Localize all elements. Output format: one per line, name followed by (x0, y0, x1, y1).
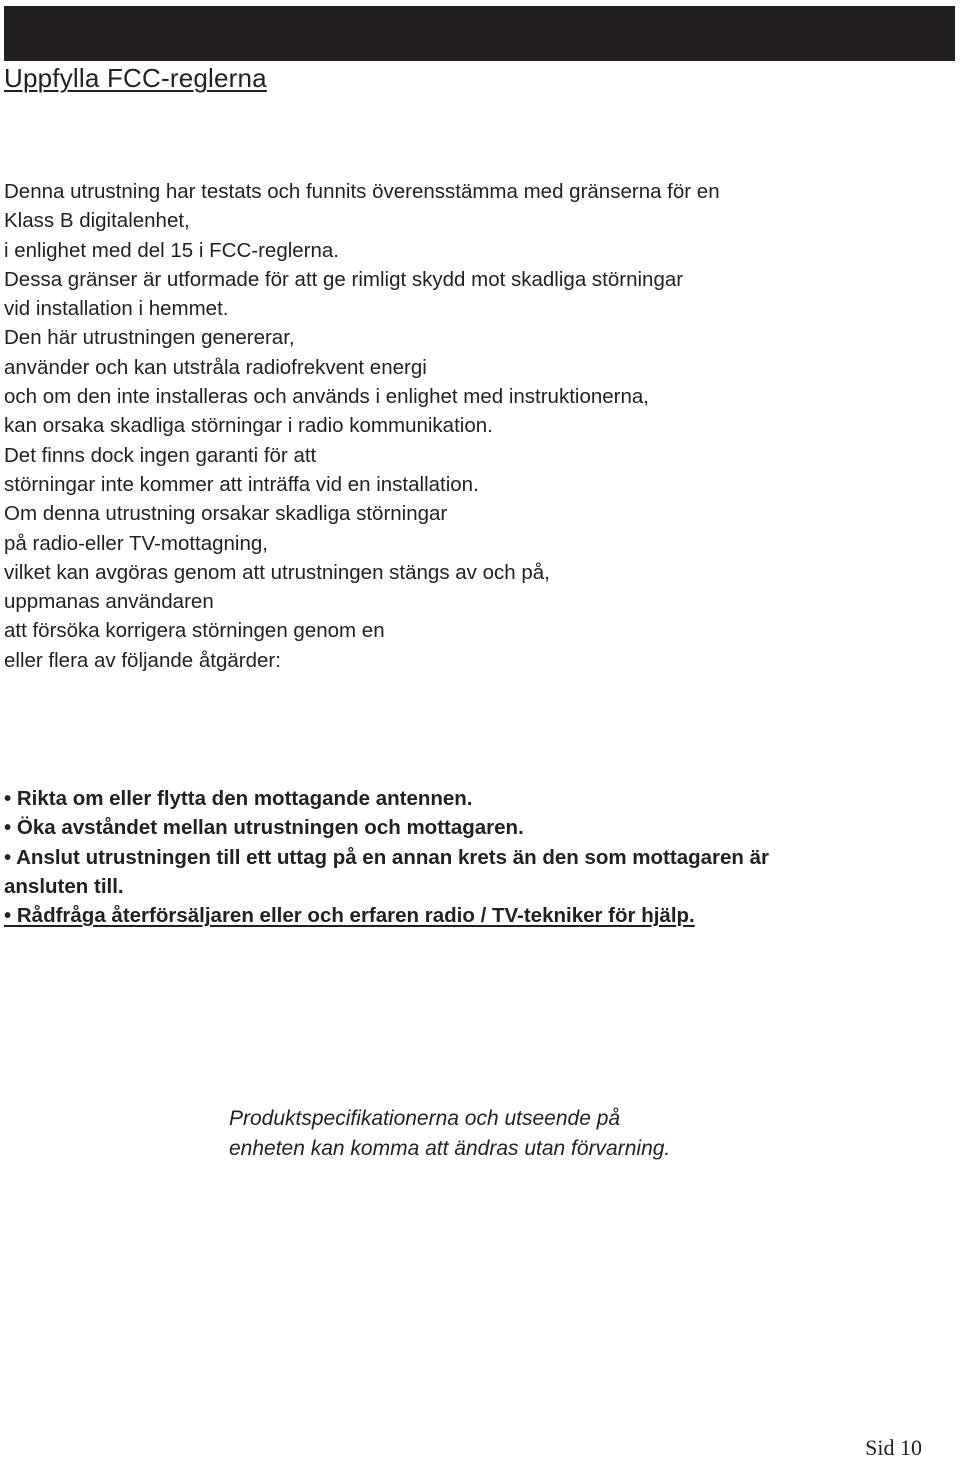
statement-line: Det finns dock ingen garanti för att (4, 443, 317, 467)
corrective-measures-list (4, 784, 944, 930)
page-number: Sid 10 (865, 1435, 922, 1460)
statement-line: störningar inte kommer att inträffa vid en installation. (4, 472, 479, 496)
statement-line: kan orsaka skadliga störningar i radio kommunikation. (4, 414, 493, 438)
measure-item: • Öka avståndet mellan utrustningen och mottagaren. (4, 816, 524, 840)
statement-line: Denna utrustning har testats och funnits överensstämma med gränserna för en (4, 180, 720, 203)
statement-line: använder och kan utstråla radiofrekvent energi (4, 355, 427, 379)
fcc-statement (4, 177, 934, 675)
statement-line: vilket kan avgöras genom att utrustningen stängs av och på, (4, 560, 550, 584)
disclaimer-line: Produktspecifikationerna och utseende på (229, 1107, 621, 1130)
statement-line: uppmanas användaren (4, 590, 214, 614)
statement-line: på radio-eller TV-mottagning, (4, 531, 268, 555)
measure-item: • Anslut utrustningen till ett uttag på en annan krets än den som mottagaren är (4, 845, 770, 869)
statement-line: och om den inte installeras och används i enlighet med instruktionerna, (4, 385, 649, 409)
statement-line: Den här utrustningen genererar, (4, 326, 295, 350)
statement-line: Klass B digitalenhet, (4, 209, 190, 233)
disclaimer-note (229, 1104, 869, 1163)
measure-item-continued: ansluten till. (4, 874, 124, 898)
statement-line: att försöka korrigera störningen genom en (4, 619, 385, 643)
statement-line: eller flera av följande åtgärder: (4, 648, 281, 672)
statement-line: vid installation i hemmet. (4, 297, 229, 321)
measure-item: • Rikta om eller flytta den mottagande antennen. (4, 787, 473, 810)
statement-line: Om denna utrustning orsakar skadliga störningar (4, 502, 448, 526)
disclaimer-line: enheten kan komma att ändras utan förvarning. (229, 1136, 671, 1160)
header-bar (4, 6, 955, 61)
statement-line: i enlighet med del 15 i FCC-reglerna. (4, 238, 339, 262)
page-title: Uppfylla FCC-reglerna (4, 63, 267, 93)
measure-item: • Rådfråga återförsäljaren eller och erfaren radio / TV-tekniker för hjälp. (4, 904, 695, 928)
statement-line: Dessa gränser är utformade för att ge rimligt skydd mot skadliga störningar (4, 267, 684, 291)
